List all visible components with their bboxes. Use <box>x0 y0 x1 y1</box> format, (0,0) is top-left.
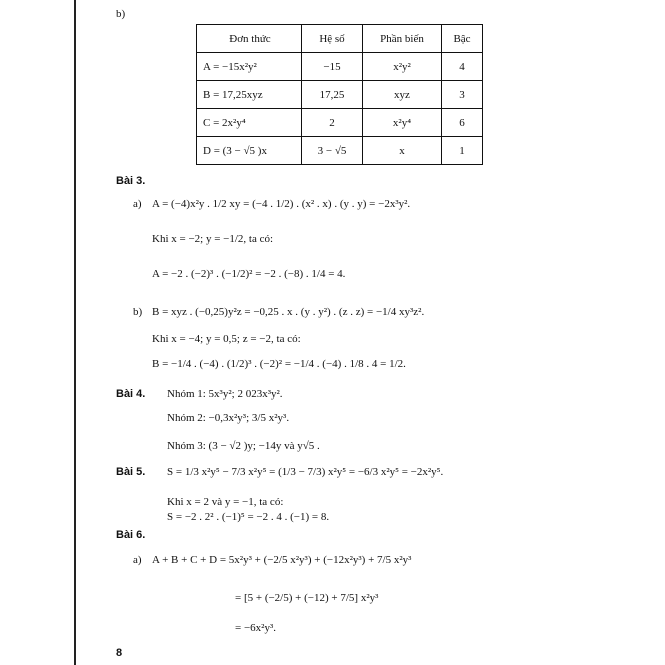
bai3-a-line1: A = (−4)x²y . 1/2 xy = (−4 . 1/2) . (x² . x) . (y . y) = −2x³y². <box>152 198 411 210</box>
table-cell-monomial: B = 17,25xyz <box>197 81 302 109</box>
table-cell-coef: 17,25 <box>302 81 363 109</box>
table-row <box>197 53 483 81</box>
page-number: 8 <box>116 647 123 659</box>
bai5-khi: Khi x = 2 và y = −1, ta có: <box>167 496 284 508</box>
table-cell-coef: 3 − √5 <box>302 137 363 165</box>
table-cell-deg: 4 <box>442 53 483 81</box>
table-header: Phần biến <box>363 25 442 53</box>
bai3-b-calc: B = −1/4 . (−4) . (1/2)³ . (−2)² = −1/4 . (−4) . 1/8 . 4 = 1/2. <box>152 358 406 370</box>
table-cell-monomial: C = 2x²y⁴ <box>197 109 302 137</box>
table-header: Hệ số <box>302 25 363 53</box>
monomial-table <box>196 24 483 165</box>
table-cell-monomial: D = (3 − √5 )x <box>197 137 302 165</box>
table-cell-coef: −15 <box>302 53 363 81</box>
bai3-a-label: a) <box>133 198 142 210</box>
bai6-a-label: a) <box>133 554 142 566</box>
table-cell-var: x²y⁴ <box>363 109 442 137</box>
table-cell-var: x <box>363 137 442 165</box>
bai3-b-label: b) <box>133 306 143 318</box>
bai3-a-calc: A = −2 . (−2)³ . (−1/2)² = −2 . (−8) . 1/4 = 4. <box>152 268 346 280</box>
table-cell-var: x²y² <box>363 53 442 81</box>
table-cell-deg: 6 <box>442 109 483 137</box>
table-cell-deg: 3 <box>442 81 483 109</box>
table-row <box>197 81 483 109</box>
table-cell-deg: 1 <box>442 137 483 165</box>
table-cell-var: xyz <box>363 81 442 109</box>
bai3-b-line1: B = xyz . (−0,25)y²z = −0,25 . x . (y . y²) . (z . z) = −1/4 xy³z². <box>152 306 425 318</box>
bai6-line2: = [5 + (−2/5) + (−12) + 7/5] x²y³ <box>235 592 379 604</box>
bai3-b-khi: Khi x = −4; y = 0,5; z = −2, ta có: <box>152 333 301 345</box>
bai5-calc: S = −2 . 2² . (−1)⁵ = −2 . 4 . (−1) = 8. <box>167 511 330 523</box>
table-row <box>197 109 483 137</box>
part-b-label: b) <box>116 8 126 20</box>
table-header-row <box>197 25 483 53</box>
page-margin-line <box>74 0 76 665</box>
table-header: Bậc <box>442 25 483 53</box>
bai6-line3: = −6x²y³. <box>235 622 277 634</box>
bai3-title: Bài 3. <box>116 175 146 187</box>
table-cell-coef: 2 <box>302 109 363 137</box>
bai5-line1: S = 1/3 x²y⁵ − 7/3 x²y⁵ = (1/3 − 7/3) x²y⁵ = −6/3 x²y⁵ = −2x²y⁵. <box>167 466 444 478</box>
bai5-title: Bài 5. <box>116 466 146 478</box>
table-cell-monomial: A = −15x²y² <box>197 53 302 81</box>
table-row <box>197 137 483 165</box>
bai3-a-khi: Khi x = −2; y = −1/2, ta có: <box>152 233 274 245</box>
table-header: Đơn thức <box>197 25 302 53</box>
bai4-nhom2: Nhóm 2: −0,3x²y³; 3/5 x²y³. <box>167 412 290 424</box>
bai4-title: Bài 4. <box>116 388 146 400</box>
bai6-title: Bài 6. <box>116 529 146 541</box>
bai6-line1: A + B + C + D = 5x²y³ + (−2/5 x²y³) + (−12x²y³) + 7/5 x²y³ <box>152 554 412 566</box>
bai4-nhom3: Nhóm 3: (3 − √2 )y; −14y và y√5 . <box>167 440 320 452</box>
bai4-nhom1: Nhóm 1: 5x³y²; 2 023x³y². <box>167 388 283 400</box>
